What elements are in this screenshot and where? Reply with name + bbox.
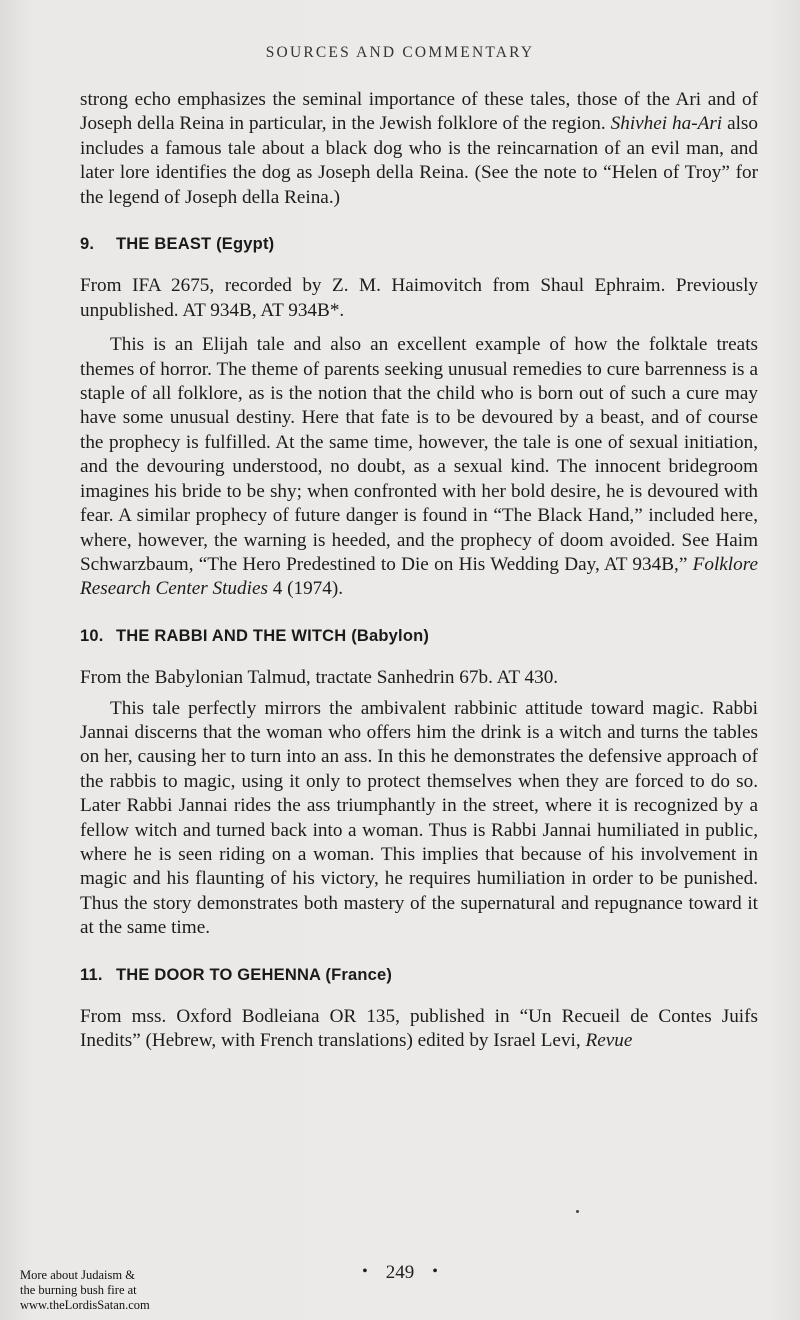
section-source-10: From the Babylonian Talmud, tractate Sanhedrin 67b. AT 430. bbox=[80, 667, 559, 689]
section-commentary-10: This tale perfectly mirrors the ambivalent rabbinic attitude toward magic. Rabbi Jannai discerns that the woman who offers him the drink is a witch and turns the tables on her, causing her to turn into an ass. In this he demonstrates the defensive approach of the rabbis to magic, using it only to protect themselves when they are forced to do so. Later Rabbi Jannai rides the ass triumphantly in the street, where it is recognized by a fellow witch and turned back into a woman. Thus is Rabbi Jannai humiliated in public, where he is seen riding on a woman. This implies that because of his involvement in magic and his flaunting of his victory, he requires humiliation in order to be punished. Thus the story demonstrates both mastery of the supernatural and repugnance toward it at the same time. bbox=[80, 697, 758, 939]
running-head: SOURCES AND COMMENTARY bbox=[265, 44, 535, 61]
section-heading-11 bbox=[80, 963, 758, 987]
intro-paragraph bbox=[80, 88, 758, 210]
book-title-italic: Shivhei ha-Ari bbox=[610, 113, 723, 135]
footer-link[interactable]: www.theLordisSatan.com bbox=[20, 1297, 150, 1312]
folio-dot-left: • bbox=[362, 1263, 368, 1280]
section-heading-10 bbox=[80, 624, 758, 648]
page-number: 249 bbox=[385, 1262, 415, 1283]
text-run: This is an Elijah tale and also an excellent example of how the folktale treats themes of horror. The theme of parents seeking unusual remedies to cure barrenness is a staple of all folklore, as is the notion that the child who is born out of such a cure may have some unusual destiny. Here that fate is to be devoured by a beast, and of course the prophecy is fulfilled. At the same time, however, the tale is one of sexual initiation, and the devouring understood, no doubt, as a sexual kind. The innocent bridegroom imagines his bride to be shy; when confronted with her bold desire, he is devoured with fear. A similar prophecy of future danger is found in “The Black Hand,” included here, where, however, the warning is heeded, and the prophecy of doom avoided. See Haim Schwarzbaum, “The Hero Predestined to Die on His Wedding Day, AT 934B,” bbox=[80, 334, 758, 575]
section-title: THE DOOR TO GEHENNA bbox=[116, 965, 321, 984]
folio-dot-right: • bbox=[432, 1263, 438, 1280]
text-run: 4 (1974). bbox=[267, 578, 344, 600]
journal-title-italic: Folklore Research Center Studies bbox=[80, 553, 758, 600]
section-source-9: From IFA 2675, recorded by Z. M. Haimovitch from Shaul Ephraim. Previously unpublished. AT 934B, AT 934B*. bbox=[80, 275, 758, 321]
section-region: (Egypt) bbox=[216, 235, 275, 254]
section-heading-9 bbox=[80, 232, 758, 256]
section-source-11 bbox=[80, 1005, 758, 1054]
section-region: (Babylon) bbox=[351, 626, 430, 645]
section-title: THE RABBI AND THE WITCH bbox=[116, 626, 347, 645]
section-number: 11. bbox=[80, 965, 103, 984]
footer-note bbox=[20, 1268, 150, 1312]
section-number: 10. bbox=[80, 626, 104, 645]
journal-title-italic: Revue bbox=[585, 1030, 633, 1052]
section-region: (France) bbox=[325, 965, 393, 984]
body-text bbox=[80, 88, 758, 1054]
text-run: From mss. Oxford Bodleiana OR 135, published in “Un Recueil de Contes Juifs Inedits” (Hebrew, with French translations) edited by Israel Levi, bbox=[80, 1006, 758, 1052]
section-number: 9. bbox=[80, 235, 95, 254]
text-run: strong echo emphasizes the seminal importance of these tales, those of the Ari and of Joseph della Reina in particular, in the Jewish folklore of the region. bbox=[80, 89, 758, 135]
section-commentary-9 bbox=[80, 333, 758, 601]
footer-line-1: More about Judaism & bbox=[20, 1268, 135, 1282]
print-speck bbox=[576, 1210, 579, 1213]
section-title: THE BEAST bbox=[116, 235, 212, 254]
footer-line-2: the burning bush fire at bbox=[20, 1282, 137, 1297]
text-run: also includes a famous tale about a black dog who is the reincarnation of an evil man, and later lore identifies the dog as Joseph della Reina. (See the note to “Helen of Troy” for the legend of Joseph della Reina.) bbox=[80, 113, 758, 208]
